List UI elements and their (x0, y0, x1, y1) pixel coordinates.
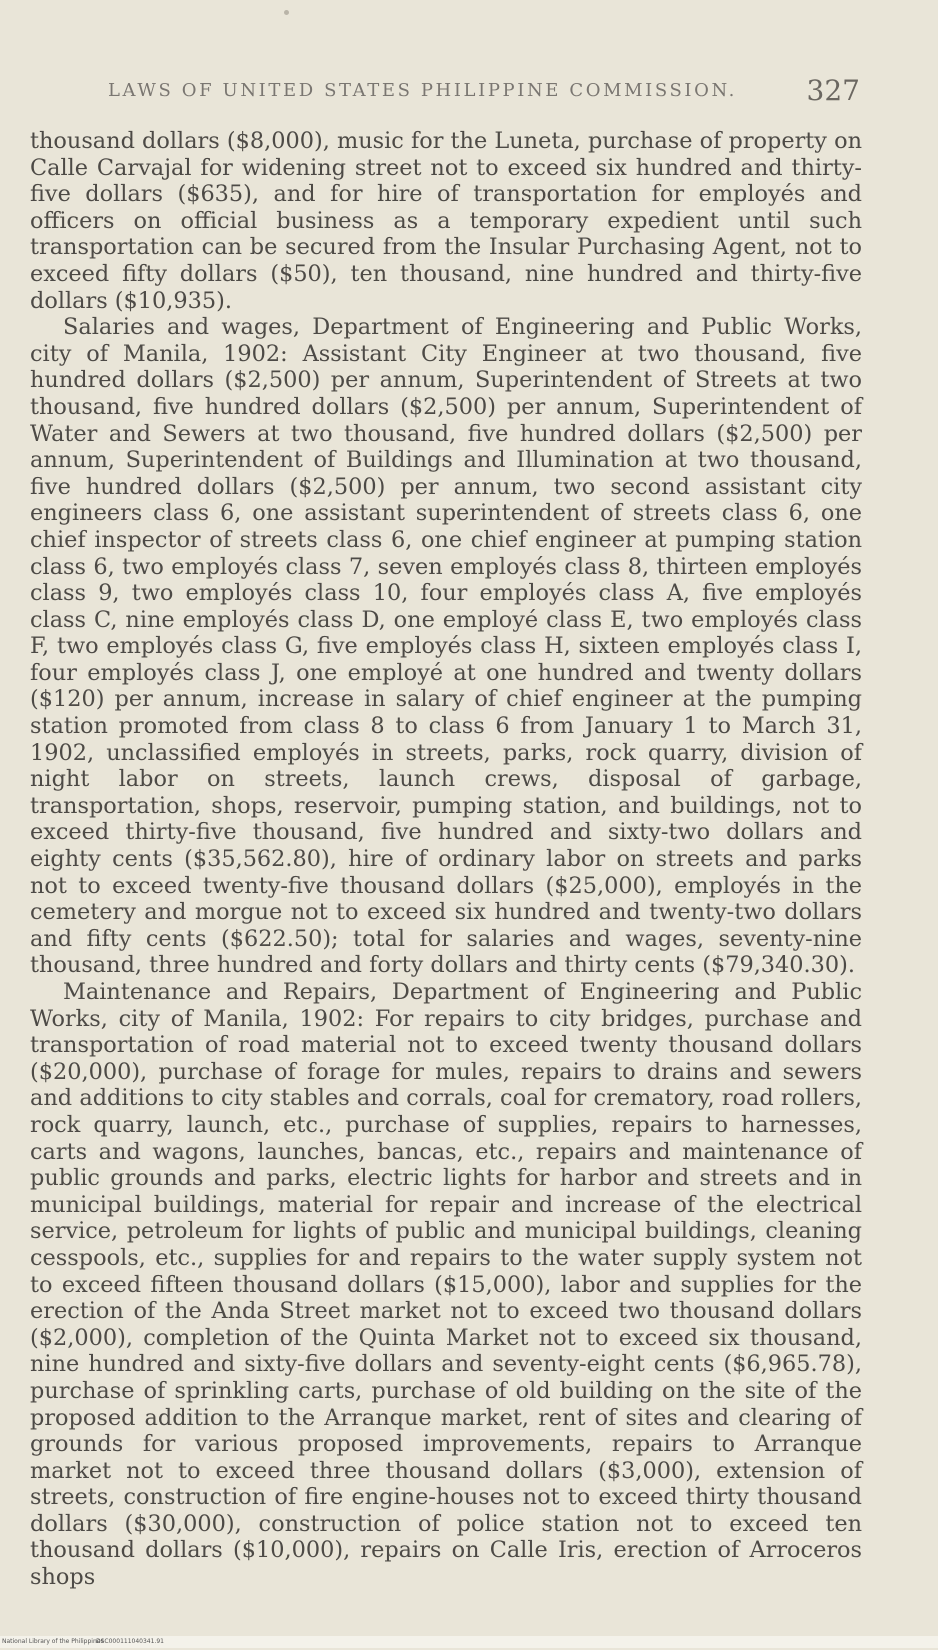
footer-library: National Library of the Philippines (2, 1638, 104, 1645)
running-title: LAWS OF UNITED STATES PHILIPPINE COMMISSION. (108, 80, 737, 101)
scan-footer (0, 1636, 938, 1648)
scan-speck (284, 10, 289, 15)
paragraph-salaries-and-wages: Salaries and wages, Department of Engineering and Public Works, city of Manila, 1902: Assistant City Engineer at two thousand, five hundred dollars ($2,500) per annum, Superintendent of Streets at two thousand, five hundred dollars ($2,500) per annum, Superintendent of Water and Sewers at two thousand, five hundred dollars ($2,500) per annum, Superintendent of Buildings and Illumination at two thousand, five hundred dollars ($2,500) per annum, two second assistant city engineers class 6, one assistant superintendent of streets class 6, one chief inspector of streets class 6, one chief engineer at pumping station class 6, two employés class 7, seven employés class 8, thirteen employés class 9, two employés class 10, four employés class A, five employés class C, nine employés class D, one employé class E, two employés class F, two employés class G, five employés class H, sixteen employés class I, four employés class J, one employé at one hundred and twenty dollars ($120) per annum, increase in salary of chief engineer at the pumping station promoted from class 8 to class 6 from January 1 to March 31, 1902, unclassified employés in streets, parks, rock quarry, division of night labor on streets, launch crews, disposal of garbage, transportation, shops, reservoir, pumping station, and buildings, not to exceed thirty-five thousand, five hundred and sixty-two dollars and eighty cents ($35,562.80), hire of ordinary labor on streets and parks not to exceed twenty-five thousand dollars ($25,000), employés in the cemetery and morgue not to exceed six hundred and twenty-two dollars and fifty cents ($622.50); total for salaries and wages, seventy-nine thousand, three hundred and forty dollars and thirty cents ($79,340.30). (30, 314, 862, 979)
paragraph-maintenance-and-repairs: Maintenance and Repairs, Department of Engineering and Public Works, city of Manila, 1902: For repairs to city bridges, purchase and transportation of road material not to exceed twenty thousand dollars ($20,000), purchase of forage for mules, repairs to drains and sewers and additions to city stables and corrals, coal for crematory, road rollers, rock quarry, launch, etc., purchase of supplies, repairs to harnesses, carts and wagons, launches, bancas, etc., repairs and maintenance of public grounds and parks, electric lights for harbor and streets and in municipal buildings, material for repair and increase of the electrical service, petroleum for lights of public and municipal buildings, cleaning cesspools, etc., supplies for and repairs to the water supply system not to exceed fifteen thousand dollars ($15,000), labor and supplies for the erection of the Anda Street market not to exceed two thousand dollars ($2,000), completion of the Quinta Market not to exceed six thousand, nine hundred and sixty-five dollars and seventy-eight cents ($6,965.78), purchase of sprinkling carts, purchase of old building on the site of the proposed addition to the Arranque market, rent of sites and clearing of grounds for various proposed improvements, repairs to Arranque market not to exceed three thousand dollars ($3,000), extension of streets, construction of fire engine-houses not to exceed thirty thousand dollars ($30,000), construction of police station not to exceed ten thousand dollars ($10,000), repairs on Calle Iris, erection of Arroceros shops (30, 979, 862, 1591)
paragraph-continued: thousand dollars ($8,000), music for the Luneta, purchase of property on Calle Carvajal for widening street not to exceed six hundred and thirty-five dollars ($635), and for hire of transportation for employés and officers on official business as a temporary expedient until such transportation can be secured from the Insular Purchasing Agent, not to exceed fifty dollars ($50), ten thousand, nine hundred and thirty-five dollars ($10,935). (30, 128, 862, 314)
footer-id: DSC000111040341.91 (96, 1638, 164, 1645)
page-number: 327 (806, 74, 860, 107)
running-head (108, 76, 860, 114)
body-text (30, 128, 862, 1591)
